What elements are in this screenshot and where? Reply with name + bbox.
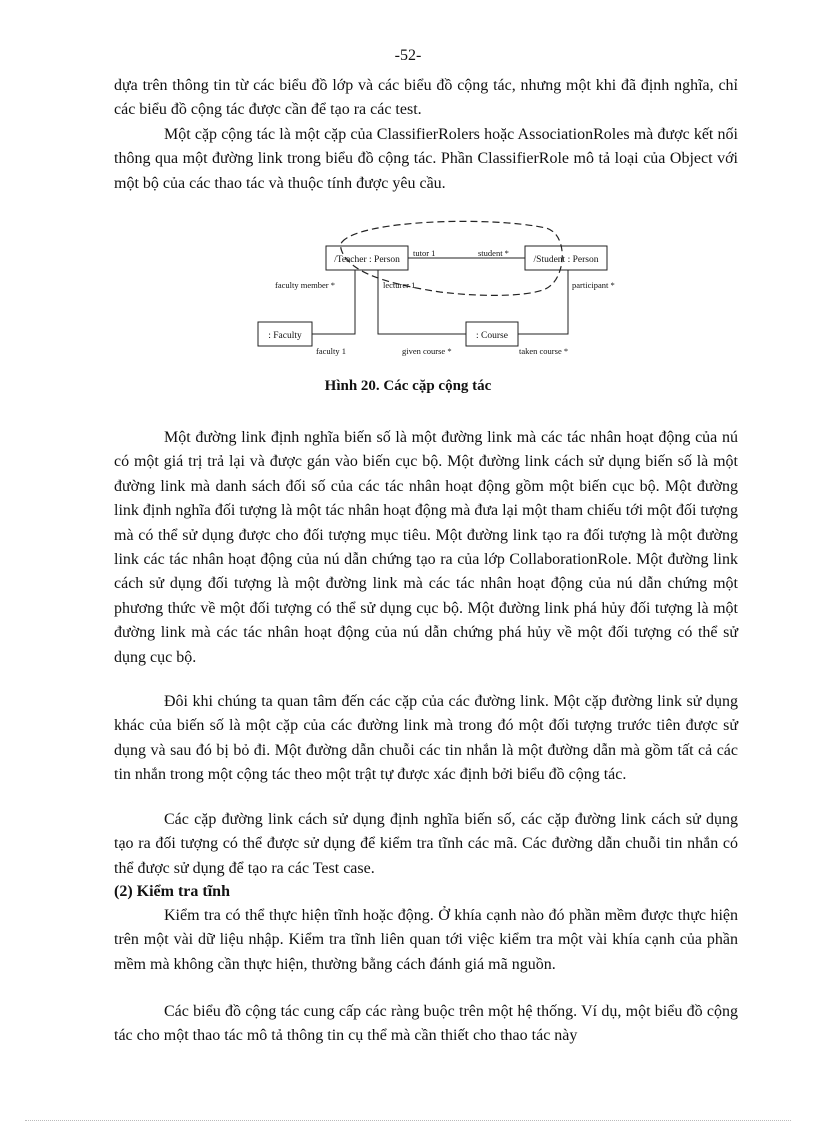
student-box-label: /Student : Person bbox=[533, 255, 599, 265]
taken-course-role-label: taken course * bbox=[519, 346, 569, 356]
course-box-label: : Course bbox=[476, 331, 508, 341]
faculty-box-label: : Faculty bbox=[268, 331, 302, 341]
faculty-role-label: faculty 1 bbox=[316, 346, 346, 356]
figure-caption: Hình 20. Các cặp cộng tác bbox=[324, 378, 492, 394]
paragraph-link-definitions: Một đường link định nghĩa biến số là một đường link mà các tác nhân hoạt động của nú có một giá trị trả lại và được gán vào biến cục bộ. Một đường link cách sử dụng biến số là một đường link mà danh sách đối số của các tác nhân hoạt động gồm một biến cục bộ. Một đường link định nghĩa đối tượng là một tác nhân hoạt động mà đưa lại một tham chiếu tới một đối tượng mà có thể sử dụng được cho đối tượng mục tiêu. Một đường link tạo ra đối tượng là một đường link các tác nhân hoạt động của nú dẫn chứng tạo ra của lớp CollaborationRole. Một đường link cách sử dụng đối tượng là một đường link mà các tác nhân hoạt động của nú dẫn chứng một phương thức về một đối tượng có thể sử dụng cục bộ. Một đường link phá hủy đối tượng là một đường link mà các tác nhân hoạt động của nú dẫn chứng phá hủy về một đối tượng có thể sử dụng cục bộ. bbox=[114, 429, 738, 666]
teacher-box-label: /Teacher : Person bbox=[334, 255, 400, 265]
paragraph-static-testing-usage: Các cặp đường link cách sử dụng định nghĩa biến số, các cặp đường link cách sử dụng tạo ra đối tượng có thể được sử dụng để kiểm tra tĩnh các mã. Các đường dẫn chuỗi tin nhắn có thể được sử dụng để tạo ra các Test case. bbox=[114, 811, 738, 877]
section-heading: (2) Kiểm tra tĩnh bbox=[114, 883, 230, 900]
student-role-label: student * bbox=[478, 248, 509, 258]
link-student-course bbox=[518, 270, 568, 334]
page-number: -52- bbox=[394, 47, 422, 64]
paragraph-link-pairs: Đôi khi chúng ta quan tâm đến các cặp của các đường link. Một cặp đường link sử dụng khác của biến số là một cặp của các đường link mà trong đó một đối tượng trước tiên được sử dụng và sau đó bị bỏ đi. Một đường dẫn chuỗi các tin nhắn là một đường dẫn mà gồm tất cả các tin nhắn trong một cộng tác theo một trật tự được xác định bởi biểu đồ cộng tác. bbox=[114, 693, 738, 784]
page-bottom-rule bbox=[25, 1120, 791, 1121]
tutor-role-label: tutor 1 bbox=[413, 248, 436, 258]
paragraph-collaboration-pair: Một cặp cộng tác là một cặp của ClassifierRolers hoặc AssociationRoles mà được kết nối thông qua một đường link trong biểu đồ cộng tác. Phần ClassifierRole mô tả loại của Object với một bộ của các thao tác và thuộc tính được yêu cầu. bbox=[114, 126, 738, 192]
paragraph-collaboration-constraints: Các biểu đồ cộng tác cung cấp các ràng buộc trên một hệ thống. Ví dụ, một biểu đồ cộng tác cho một thao tác mô tả thông tin cụ thể mà cần thiết cho thao tác này bbox=[114, 1003, 738, 1045]
given-course-role-label: given course * bbox=[402, 346, 452, 356]
faculty-member-role-label: faculty member * bbox=[275, 280, 335, 290]
collaboration-diagram bbox=[250, 212, 640, 362]
participant-role-label: participant * bbox=[572, 280, 615, 290]
lecturer-role-label: lecturer 1 bbox=[383, 280, 416, 290]
paragraph-static-testing: Kiểm tra có thể thực hiện tĩnh hoặc động. Ở khía cạnh nào đó phần mềm được thực hiện trên một vài dữ liệu nhập. Kiểm tra tĩnh liên quan tới việc kiểm tra một vài khía cạnh của phần mềm mà không cần thực hiện, thường bằng cách đánh giá mã nguồn. bbox=[114, 907, 738, 973]
paragraph-intro-continued: dựa trên thông tin từ các biểu đồ lớp và các biểu đồ cộng tác, nhưng một khi đã định nghĩa, chỉ các biểu đồ cộng tác được cần để tạo ra các test. bbox=[114, 77, 738, 119]
